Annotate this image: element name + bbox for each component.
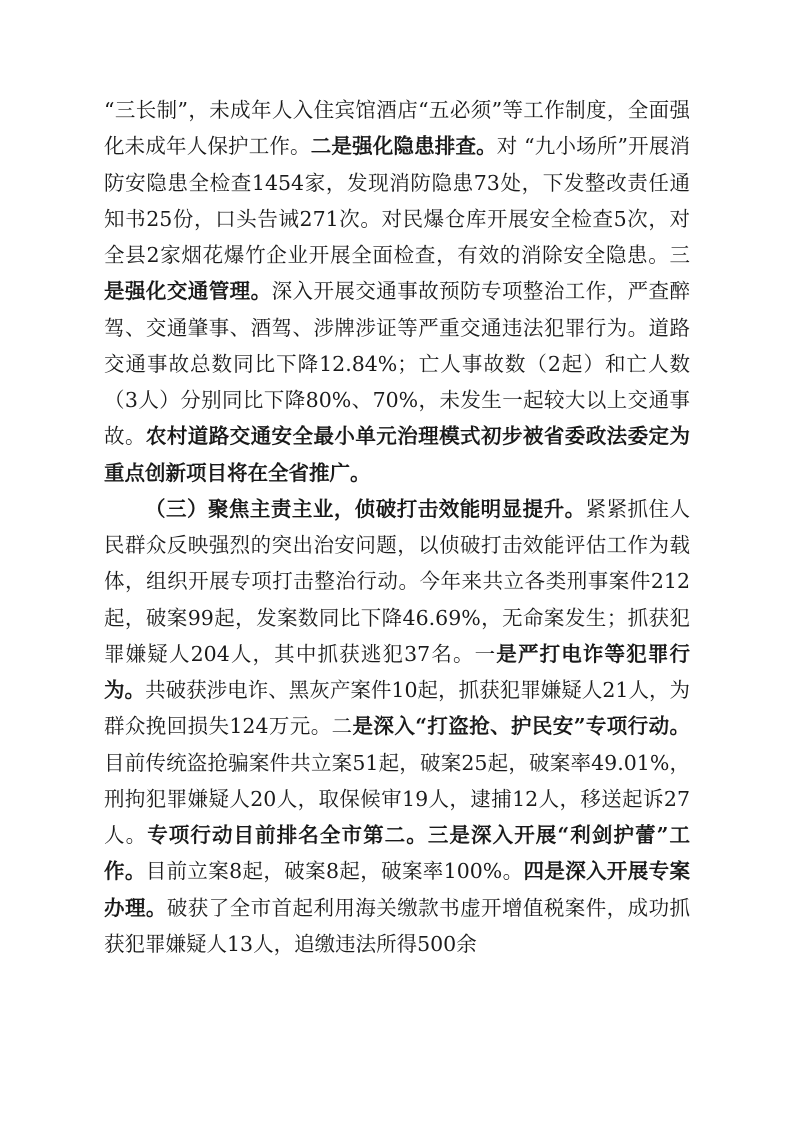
bold-heading-special-cases: 四是深入开展专案办理。 [104,859,691,920]
bold-heading-traffic-management: 是强化交通管理。 [104,279,272,304]
text-run: 紧紧抓住人民群众反映强烈的突出治安问题，以侦破打击效能评估工作为载体，组织开展专项打击整治行动。今年来共立各类刑事案件212起，破案99起，发案数同比下降46.69%，无命案发生；抓获犯罪嫌疑人204人，其中抓获逃犯37名。一 [104,496,691,666]
bold-heading-telecom-fraud: 是严打电诈等犯罪行为。 [104,641,691,702]
bold-highlight-rural-traffic: 农村道路交通安全最小单元治理模式初步被省委政法委定为重点创新项目将在全省推广。 [104,424,691,485]
paragraph-crime-crackdown [104,491,690,962]
text-run: 共破获涉电诈、黑灰产案件10起，抓获犯罪嫌疑人21人，为群众挽回损失124万元。二 [104,678,690,739]
text-run: 对 “九小场所”开展消防安隐患全检查1454家，发现消防隐患73处，下发整改责任通知书25份，口头告诫271次。对民爆仓库开展安全检查5次，对全县2家烟花爆竹企业开展全面检查，有效的消除安全隐患。三 [104,134,691,267]
text-run: 目前立案8起，破案8起，破案率100%。 [145,859,524,884]
document-body [104,92,690,962]
bold-heading-anti-theft: 是深入“打盗抢、护民安”专项行动。 [352,714,690,739]
text-run: “三长制”，未成年人入住宾馆酒店“五必须”等工作制度，全面强化未成年人保护工作。 [104,98,690,159]
text-run: 目前传统盗抢骗案件共立案51起，破案25起，破案率49.01%，刑拘犯罪嫌疑人20人，取保候审19人，逮捕12人，移送起诉27人。 [104,750,690,847]
bold-heading-ranking-and-sword: 专项行动目前排名全市第二。三是深入开展“利剑护蕾”工作。 [104,823,690,884]
section-heading-three: （三）聚焦主责主业，侦破打击效能明显提升。 [145,496,586,521]
paragraph-safety-measures [104,92,690,491]
text-run: 深入开展交通事故预防专项整治工作，严查醉驾、交通肇事、酒驾、涉牌涉证等严重交通违法犯罪行为。道路交通事故总数同比下降12.84%；亡人事故数（2起）和亡人数（3人）分别同比下降80%、70%，未发生一起较大以上交通事故。 [104,279,691,449]
bold-heading-hazard-inspection: 二是强化隐患排查。 [310,134,497,159]
text-run: 破获了全市首起利用海关缴款书虚开增值税案件，成功抓获犯罪嫌疑人13人，追缴违法所得500余 [104,895,691,956]
